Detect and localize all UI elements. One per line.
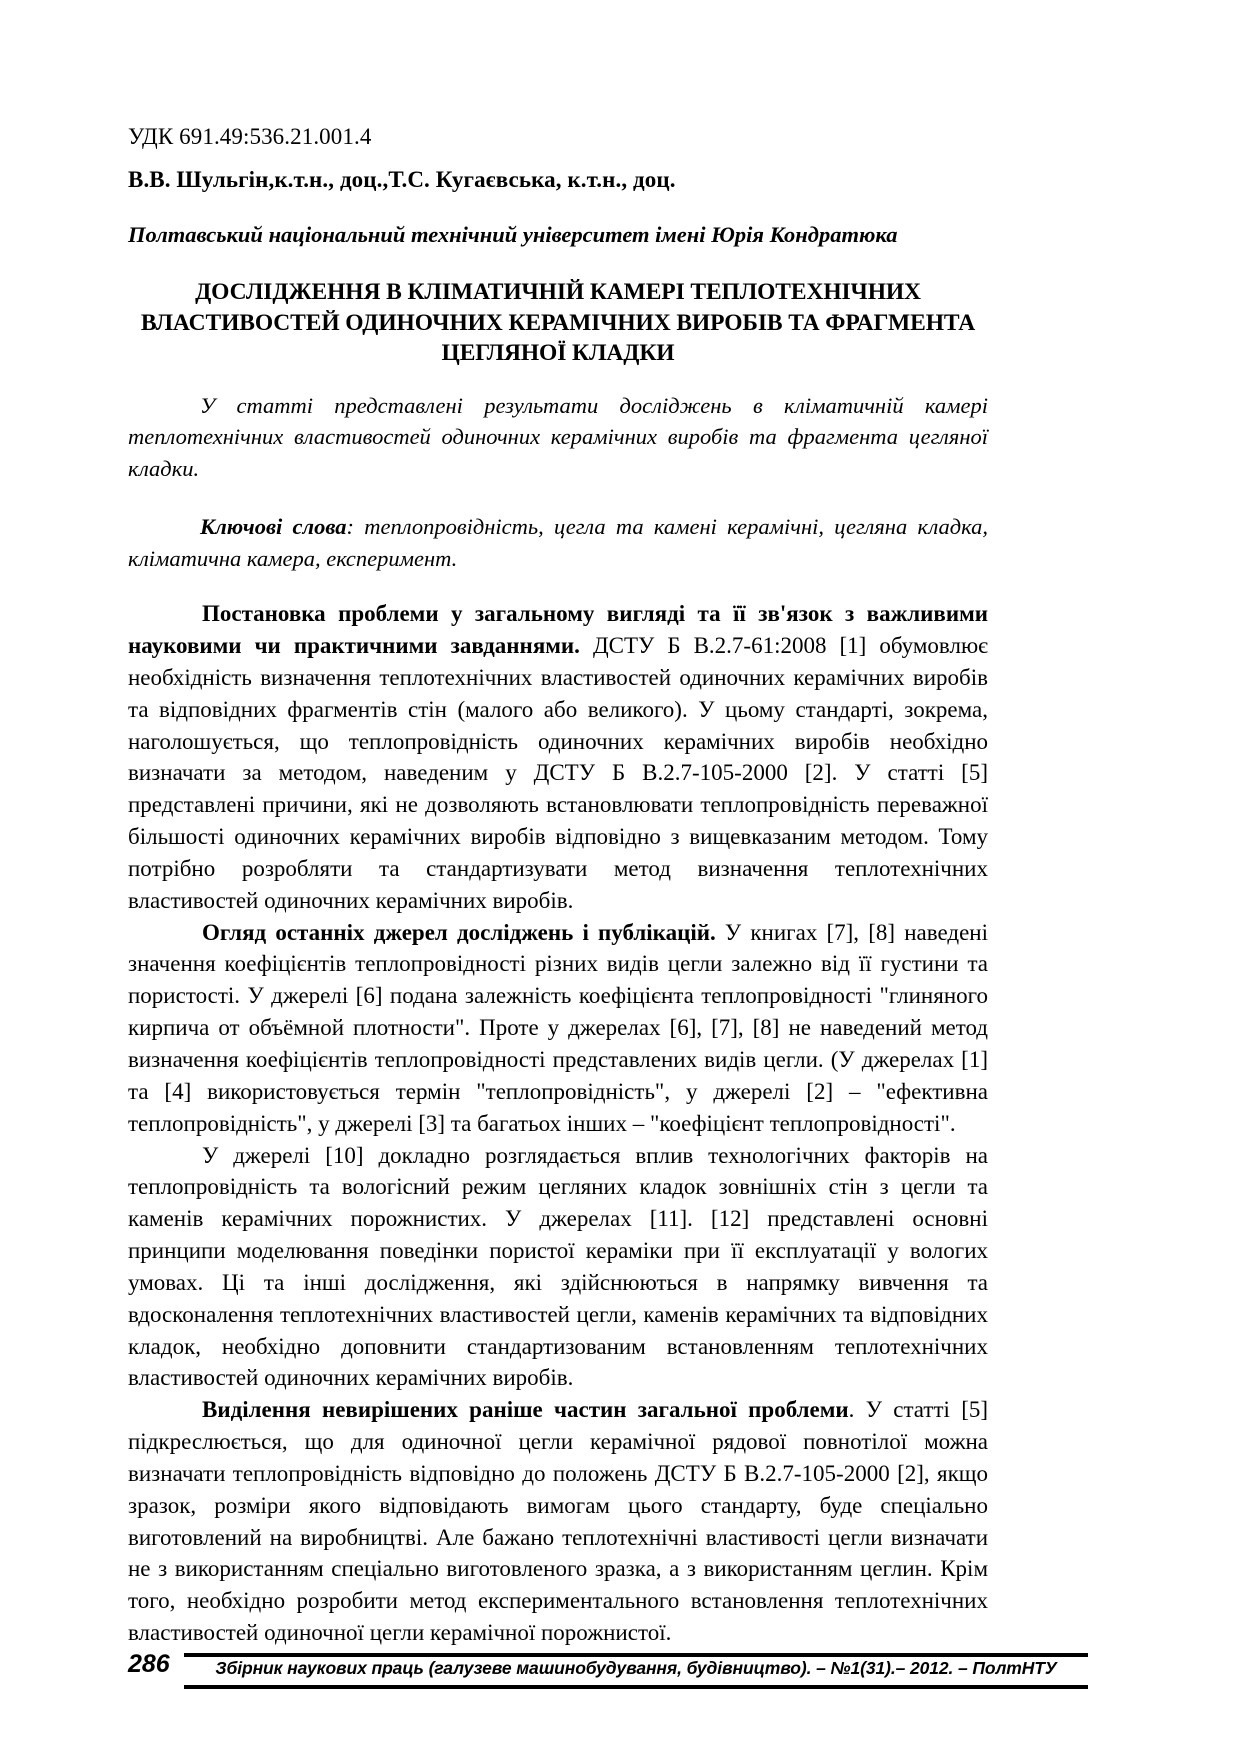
section-body: ДСТУ Б В.2.7-61:2008 [1] обумовлює необхідність визначення теплотехнічних властивостей одиночних керамічних виробів та відповідних фрагментів стін (малого або великого). У цьому стандарті, зокрема, наголошується, що теплопровідність одиночних керамічних виробів необхідно визначати за методом, наведеним у ДСТУ Б В.2.7-105-2000 [2]. У статті [5] представлені причини, які не дозволяють встановлювати теплопровідність переважної більшості одиночних керамічних виробів відповідно з вищевказаним методом. Тому потрібно розробляти та стандартизувати метод визначення теплотехнічних властивостей одиночних керамічних виробів. bbox=[128, 633, 988, 913]
body-sections bbox=[128, 598, 988, 1649]
section-heading: Постановка проблеми у загальному вигляді та її зв'язок з важливими науковими чи практичними завданнями. bbox=[128, 601, 988, 659]
keywords-text: : теплопровідність, цегла та камені керамічні, цегляна кладка, кліматична камера, експеримент. bbox=[128, 514, 988, 571]
section-body: У джерелі [10] докладно розглядається вплив технологічних факторів на теплопровідність та вологісний режим цегляних кладок зовнішніх стін з цегли та каменів керамічних порожнистих. У джерелах [11]. [12] представлені основні принципи моделювання поведінки пористої кераміки при її експлуатації у вологих умовах. Ці та інші дослідження, які здійснюються в напрямку вивчення та вдосконалення теплотехнічних властивостей цегли, каменів керамічних та відповідних кладок, необхідно доповнити стандартизованим встановленням теплотехнічних властивостей одиночних керамічних виробів. bbox=[128, 1142, 988, 1391]
page-number: 286 bbox=[128, 1650, 170, 1678]
section-body: У книгах [7], [8] наведені значення коефіцієнтів теплопровідності різних видів цегли залежно від її густини та пористості. У джерелі [6] подана залежність коефіцієнта теплопровідності "глиняного кирпича от объёмной плотности". Проте у джерелах [6], [7], [8] не наведений метод визначення коефіцієнтів теплопровідності представлених видів цегли. (У джерелах [1] та [4] використовується термін "теплопровідність", у джерелі [2] – "ефективна теплопровідність", у джерелі [3] та багатьох інших – "коефіцієнт теплопровідності". bbox=[128, 919, 988, 1136]
section-paragraph bbox=[128, 917, 988, 1140]
section-paragraph bbox=[128, 1394, 988, 1649]
udk-code: УДК 691.49:536.21.001.4 bbox=[128, 124, 372, 149]
footer-rule-bottom bbox=[184, 1685, 1088, 1689]
journal-citation: Збірник наукових праць (галузеве машинобудування, будівництво). – №1(31).– 2012. – ПолтНТУ bbox=[215, 1658, 1057, 1678]
affiliation: Полтавський національний технічний університет імені Юрія Кондратюка bbox=[128, 222, 898, 248]
section-heading: Огляд останніх джерел досліджень і публікацій. bbox=[202, 919, 716, 945]
abstract: У статті представлені результати досліджень в кліматичній камері теплотехнічних властивостей одиночних керамічних виробів та фрагмента цегляної кладки. bbox=[128, 392, 988, 481]
keywords-label: Ключові слова bbox=[200, 514, 347, 540]
section-body: . У статті [5] підкреслюється, що для одиночної цегли керамічної рядової повнотілої можна визначати теплопровідність відповідно до положень ДСТУ Б В.2.7-105-2000 [2], якщо зразок, розміри якого відповідають вимогам цього стандарту, буде спеціально виготовлений на виробництві. Але бажано теплотехнічні властивості цегли визначати не з використанням спеціально виготовленого зразка, а з використанням цеглин. Крім того, необхідно розробити метод експериментального встановлення теплотехнічних властивостей одиночної цегли керамічної порожнистої. bbox=[128, 1397, 989, 1646]
article-title: ДОСЛІДЖЕННЯ В КЛІМАТИЧНІЙ КАМЕРІ ТЕПЛОТЕХНІЧНИХ ВЛАСТИВОСТЕЙ ОДИНОЧНИХ КЕРАМІЧНИХ ВИРОБІВ ТА ФРАГМЕНТА ЦЕГЛЯНОЇ КЛАДКИ bbox=[140, 279, 976, 366]
page-content bbox=[128, 124, 988, 1649]
footer-rule-top bbox=[184, 1653, 1088, 1657]
author-list: В.В. Шульгін,к.т.н., доц.,Т.С. Кугаєвська, к.т.н., доц. bbox=[128, 167, 676, 193]
keywords bbox=[128, 511, 988, 574]
section-paragraph bbox=[128, 1140, 988, 1395]
page-footer bbox=[128, 1636, 1088, 1696]
section-heading: Виділення невирішених раніше частин загальної проблеми bbox=[202, 1397, 849, 1423]
section-paragraph bbox=[128, 598, 988, 916]
